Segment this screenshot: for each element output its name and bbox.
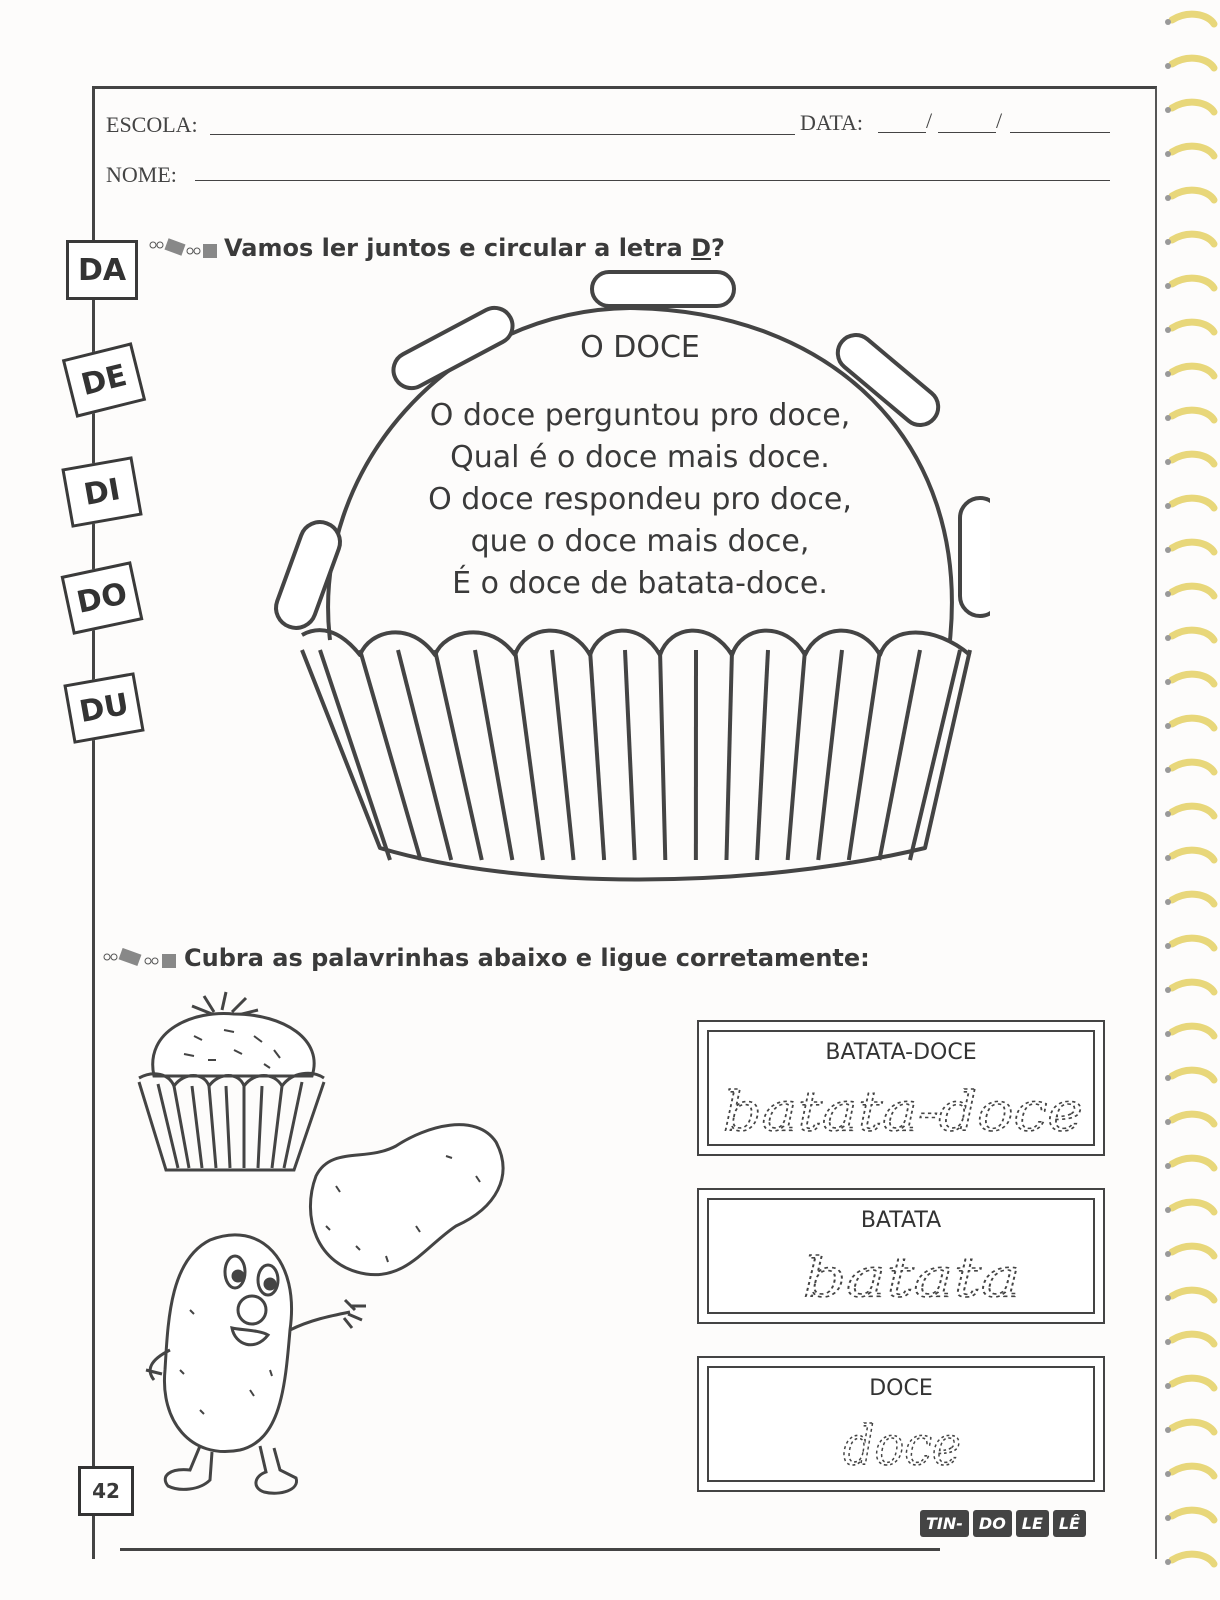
spiral-ring [1172,190,1214,200]
wrapper-rib [625,650,635,860]
spiral-ring [1172,1422,1214,1432]
spiral-ring [1172,1466,1214,1476]
spiral-hole [1165,723,1171,729]
logo-part: TIN- [920,1510,969,1537]
wrapper-rib [590,650,604,860]
spiral-hole [1165,1471,1171,1477]
date-day-field[interactable] [878,132,926,133]
syllable-tile: DE [62,342,146,418]
spiral-ring [1172,1026,1214,1036]
wrapper-rib [910,650,960,860]
spiral-ring [1172,1158,1214,1168]
spiral-hole [1165,1295,1171,1301]
school-label: ESCOLA: [106,112,198,137]
wrapper-rib [515,650,543,860]
syllable-tile: DI [61,456,142,528]
poem-line: que o doce mais doce, [470,524,810,559]
spiral-hole [1165,283,1171,289]
spiral-hole [1165,1339,1171,1345]
poem-line: É o doce de batata-doce. [452,566,828,601]
school-field[interactable] [210,134,795,135]
spiral-ring [1172,58,1214,68]
word-caption: BATATA-DOCE [825,1040,977,1065]
cursive-trace-batata[interactable] [799,1230,1029,1310]
spiral-hole [1165,547,1171,553]
series-logo [920,1510,1086,1537]
spiral-hole [1165,987,1171,993]
word-caption: BATATA [860,1208,942,1233]
spiral-hole [1165,503,1171,509]
spiral-ring [1172,1246,1214,1256]
wrapper-rib [475,650,512,860]
wrapper-rib [726,650,732,860]
spiral-ring [1172,586,1214,596]
spiral-ring [1172,1510,1214,1520]
cursive-text: batata-doce [723,1080,1083,1142]
spiral-hole [1165,943,1171,949]
date-year-field[interactable] [1010,132,1110,133]
spiral-ring [1172,410,1214,420]
spiral-hole [1165,767,1171,773]
spiral-hole [1165,371,1171,377]
spiral-hole [1165,855,1171,861]
poem-line: O doce perguntou pro doce, [429,398,851,433]
page-number: 42 [78,1466,134,1516]
instruction-read-circle [148,234,725,262]
spiral-ring [1172,674,1214,684]
potato-character-illustration [140,1220,380,1500]
instruction-letter: D [691,234,711,262]
spiral-ring [1172,762,1214,772]
wrapper-rib [360,650,421,860]
wrapper-rib [320,650,390,860]
spiral-hole [1165,19,1171,25]
spiral-hole [1165,591,1171,597]
bullet-decoration-icon [102,948,178,970]
bullet-decoration-icon [148,238,218,260]
spiral-hole [1165,195,1171,201]
word-box-batata [697,1188,1105,1324]
spiral-ring [1172,1202,1214,1212]
word-box-batata-doce [697,1020,1105,1156]
syllable-tile: DO [61,561,144,635]
instruction-end: ? [710,234,725,262]
spiral-ring [1172,146,1214,156]
spiral-ring [1172,1290,1214,1300]
spiral-ring [1172,1070,1214,1080]
spiral-hole [1165,1207,1171,1213]
spiral-ring [1172,366,1214,376]
spiral-hole [1165,459,1171,465]
instruction-trace-connect [102,944,870,972]
spiral-ring [1172,498,1214,508]
spiral-ring [1172,454,1214,464]
cursive-trace-batata-doce[interactable] [719,1062,1089,1142]
spiral-hole [1165,239,1171,245]
spiral-ring [1172,14,1214,24]
date-label: DATA: [800,110,864,135]
wrapper-rib [552,650,574,860]
wrapper-rib [660,650,665,860]
poem-title: O DOCE [580,330,700,365]
spiral-hole [1165,107,1171,113]
poem-line: O doce respondeu pro doce, [428,482,852,517]
spiral-hole [1165,679,1171,685]
spiral-ring [1172,278,1214,288]
word-box-doce [697,1356,1105,1492]
syllable-tile: DU [63,672,144,744]
spiral-ring [1172,1114,1214,1124]
spiral-hole [1165,1031,1171,1037]
spiral-hole [1165,811,1171,817]
spiral-ring [1172,982,1214,992]
spiral-ring [1172,850,1214,860]
logo-part: LÊ [1053,1510,1086,1537]
wrapper-rib [757,650,768,860]
spiral-ring [1172,1554,1214,1564]
wrapper-rib [849,650,880,860]
spiral-ring [1172,1378,1214,1388]
spiral-hole [1165,63,1171,69]
spiral-hole [1165,1427,1171,1433]
spiral-ring [1172,1334,1214,1344]
syllable-tile: DA [66,240,138,300]
name-label: NOME: [106,162,177,187]
instruction-text: Vamos ler juntos e circular a letra [224,234,692,262]
spiral-ring [1172,102,1214,112]
instruction-text: Cubra as palavrinhas abaixo e ligue corretamente: [184,944,870,972]
wrapper-rib [818,650,842,860]
spiral-ring [1172,938,1214,948]
date-separator: / [926,108,933,133]
spiral-hole [1165,1119,1171,1125]
spiral-hole [1165,1383,1171,1389]
wrapper-rib [879,650,920,860]
spiral-ring [1172,894,1214,904]
spiral-hole [1165,899,1171,905]
poem-line: Qual é o doce mais doce. [450,440,830,475]
spiral-ring [1172,542,1214,552]
wrapper-rib [788,650,805,860]
spiral-hole [1165,151,1171,157]
spiral-hole [1165,635,1171,641]
date-month-field[interactable] [938,132,996,133]
cursive-text: doce [843,1414,961,1477]
spiral-hole [1165,1559,1171,1565]
cursive-trace-doce[interactable] [839,1398,969,1478]
spiral-binding [1158,0,1220,1600]
spiral-ring [1172,806,1214,816]
word-caption: DOCE [869,1376,933,1401]
spiral-hole [1165,415,1171,421]
spiral-ring [1172,234,1214,244]
cursive-text: batata [803,1246,1021,1309]
spiral-hole [1165,1075,1171,1081]
spiral-ring [1172,630,1214,640]
name-field[interactable] [195,180,1110,181]
page-frame-bottom [120,1548,940,1551]
spiral-hole [1165,1163,1171,1169]
spiral-hole [1165,1515,1171,1521]
spiral-ring [1172,718,1214,728]
spiral-ring [1172,322,1214,332]
spiral-hole [1165,1251,1171,1257]
date-separator: / [996,108,1003,133]
logo-part: DO [973,1510,1012,1537]
poem [360,330,920,605]
logo-part: LE [1016,1510,1049,1537]
spiral-hole [1165,327,1171,333]
